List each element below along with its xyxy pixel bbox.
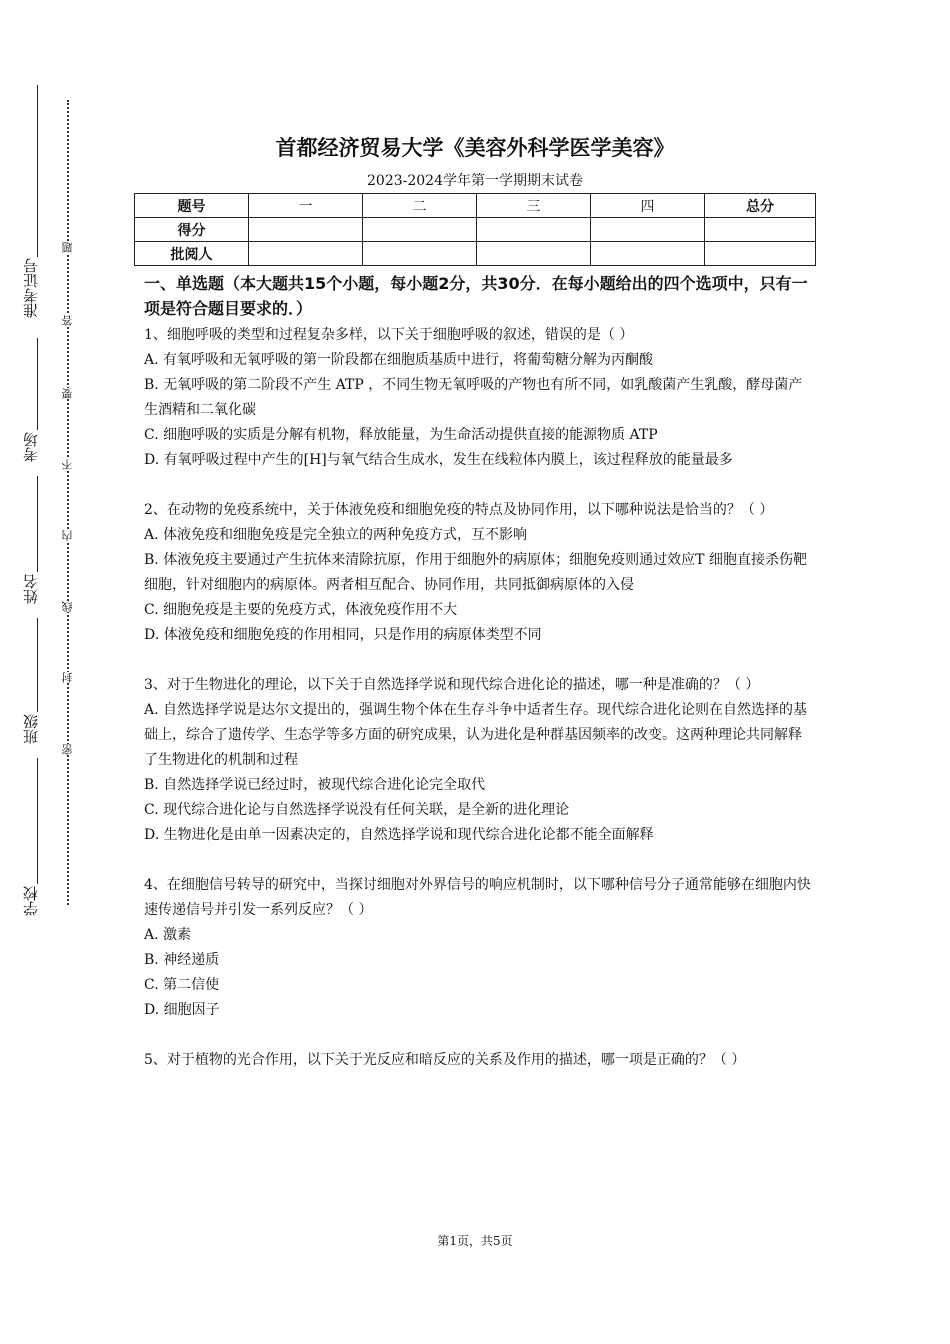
score-cell: [477, 242, 591, 266]
exam-title: 首都经济贸易大学《美容外科学医学美容》: [275, 136, 675, 160]
question-block: [144, 323, 814, 473]
score-cell: [705, 218, 816, 242]
question-block: [144, 673, 814, 848]
score-header-cell: 题号: [135, 194, 249, 218]
question-block: [144, 1048, 814, 1073]
score-cell: [477, 218, 591, 242]
binding-line: [37, 338, 38, 430]
seal-char: 封: [61, 672, 74, 683]
score-header-cell: 二: [363, 194, 477, 218]
score-table-row: [135, 242, 816, 266]
option-d: D. 有氧呼吸过程中产生的[H]与氧气结合生成水，发生在线粒体内膜上，该过程释放的能量最多: [144, 452, 733, 468]
seal-char: 内: [61, 530, 74, 541]
question-stem: 5、对于植物的光合作用，以下关于光反应和暗反应的关系及作用的描述，哪一项是正确的？（ ）: [144, 1052, 746, 1068]
option-c: C. 现代综合进化论与自然选择学说没有任何关联，是全新的进化理论: [144, 802, 570, 818]
seal-char: 答: [61, 315, 74, 326]
score-header-cell: 一: [249, 194, 363, 218]
score-header-cell: 三: [477, 194, 591, 218]
option-d: D. 生物进化是由单一因素决定的，自然选择学说和现代综合进化论都不能全面解释: [144, 827, 654, 843]
option-a: A. 自然选择学说是达尔文提出的，强调生物个体在生存斗争中适者生存。现代综合进化论则在自然选择的基础上，综合了遗传学、生态学等多方面的研究成果，认为进化是种群基因频率的改变。这两种理论共同解释了生物进化的机制和过程: [144, 702, 808, 768]
score-cell: [249, 218, 363, 242]
option-c: C. 细胞呼吸的实质是分解有机物，释放能量，为生命活动提供直接的能源物质 ATP: [144, 427, 658, 443]
seal-char: 线: [61, 601, 74, 612]
option-c: C. 第二信使: [144, 977, 220, 993]
score-cell: [363, 242, 477, 266]
score-cell: [705, 242, 816, 266]
option-a: A. 激素: [144, 927, 192, 943]
seal-char: 要: [61, 388, 74, 399]
score-cell: [249, 242, 363, 266]
binding-label-class: 班级: [22, 714, 40, 744]
option-b: B. 神经递质: [144, 952, 220, 968]
page-footer: 第1页，共5页: [437, 1234, 513, 1248]
score-table-row: [135, 218, 816, 242]
binding-label-exam-room: 考场: [22, 432, 40, 462]
seal-dotted-line: [67, 100, 69, 905]
exam-subtitle: 2023-2024学年第一学期期末试卷: [367, 173, 583, 189]
question-stem: 3、对于生物进化的理论，以下关于自然选择学说和现代综合进化论的描述，哪一种是准确的？（ ）: [144, 677, 760, 693]
score-header-cell: 四: [591, 194, 705, 218]
seal-char: 题: [61, 242, 74, 253]
question-stem: 4、在细胞信号转导的研究中，当探讨细胞对外界信号的响应机制时，以下哪种信号分子通常能够在细胞内快速传递信号并引发一系列反应？（ ）: [144, 877, 811, 918]
option-b: B. 体液免疫主要通过产生抗体来清除抗原，作用于细胞外的病原体；细胞免疫则通过效应T 细胞直接杀伤靶细胞，针对细胞内的病原体。两者相互配合、协同作用，共同抵御病原体的入侵: [144, 552, 807, 593]
option-d: D. 细胞因子: [144, 1002, 220, 1018]
score-cell: [591, 218, 705, 242]
question-block: [144, 498, 814, 648]
seal-char: 不: [61, 459, 74, 470]
option-d: D. 体液免疫和细胞免疫的作用相同，只是作用的病原体类型不同: [144, 627, 542, 643]
option-c: C. 细胞免疫是主要的免疫方式，体液免疫作用不大: [144, 602, 458, 618]
binding-label-name: 姓名: [22, 574, 40, 604]
section-title: 一、单选题（本大题共15个小题，每小题2分，共30分．在每小题给出的四个选项中，只有一项是符合题目要求的．）: [144, 274, 808, 318]
option-a: A. 有氧呼吸和无氧呼吸的第一阶段都在细胞质基质中进行，将葡萄糖分解为丙酮酸: [144, 352, 654, 368]
score-cell: [363, 218, 477, 242]
question-stem: 2、在动物的免疫系统中，关于体液免疫和细胞免疫的特点及协同作用，以下哪种说法是恰当的？（ ）: [144, 502, 774, 518]
score-header-cell: 总分: [705, 194, 816, 218]
score-row-label: 得分: [135, 218, 249, 242]
option-b: B. 自然选择学说已经过时，被现代综合进化论完全取代: [144, 777, 486, 793]
binding-line: [37, 618, 38, 712]
score-cell: [591, 242, 705, 266]
binding-line: [37, 476, 38, 572]
question-block: [144, 873, 814, 1023]
binding-line: [37, 758, 38, 884]
question-area: [144, 271, 814, 1073]
option-a: A. 体液免疫和细胞免疫是完全独立的两种免疫方式，互不影响: [144, 527, 528, 543]
score-table-header-row: [135, 194, 816, 218]
seal-char: 密: [61, 744, 74, 755]
score-row-label: 批阅人: [135, 242, 249, 266]
binding-label-school: 学校: [22, 886, 40, 916]
score-table: [134, 193, 816, 266]
binding-label-exam-number: 准考证号: [22, 258, 40, 318]
question-stem: 1、细胞呼吸的类型和过程复杂多样，以下关于细胞呼吸的叙述，错误的是（ ）: [144, 327, 634, 343]
option-b: B. 无氧呼吸的第二阶段不产生 ATP ，不同生物无氧呼吸的产物也有所不同，如乳酸菌产生乳酸，酵母菌产生酒精和二氧化碳: [144, 377, 803, 418]
